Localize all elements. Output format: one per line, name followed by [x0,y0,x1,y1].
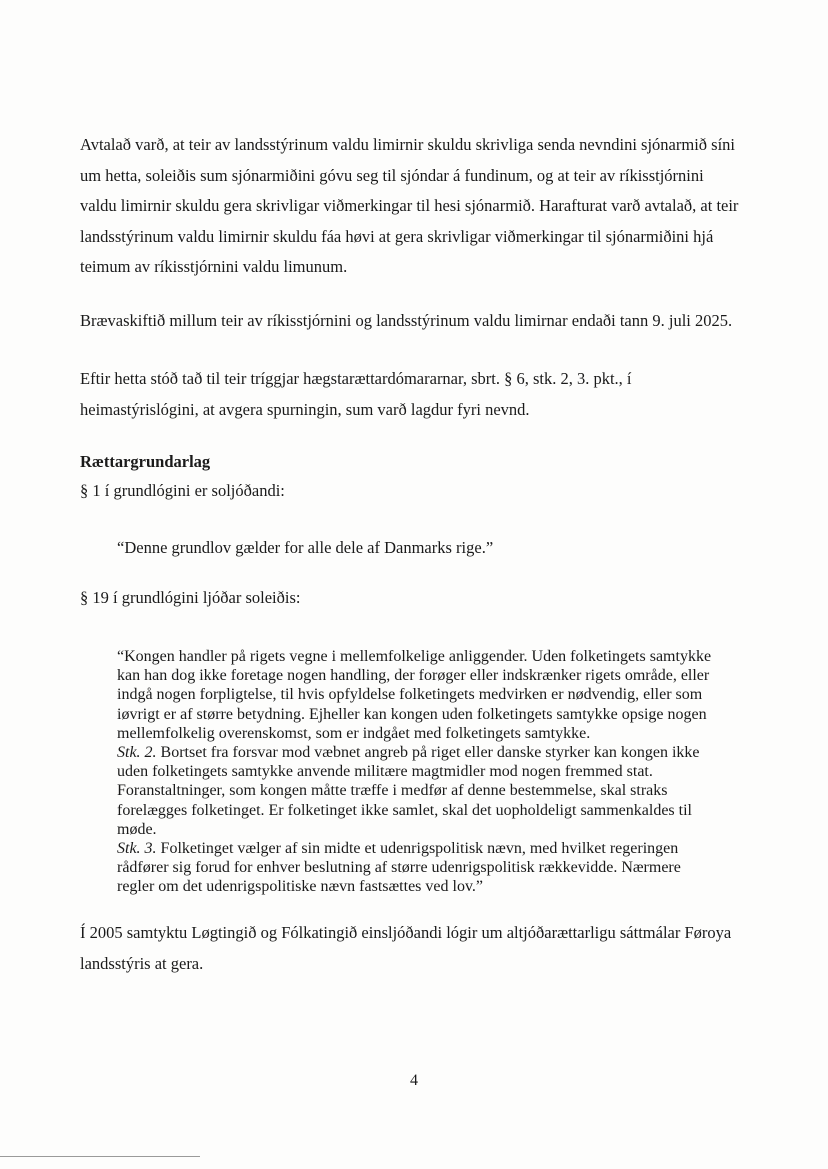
quote-section19 [117,647,757,897]
text-line: Eftir hetta stóð tað til teir tríggjar hægstarættardómararnar, sbrt. § 6, stk. 2, 3. pkt., í [80,369,632,388]
footer-divider [0,1156,200,1157]
text-line: valdu limirnir skuldu gera skrivligar viðmerkingar til hesi sjónarmið. Harafturat varð avtalað, at teir [80,196,739,215]
text-line: landsstýris at gera. [80,953,204,973]
section-heading: Rættargrundarlag [80,452,211,471]
quote-line: iøvrigt er af større betydning. Ejheller kan kongen uden folketingets samtykke opsige nogen [117,705,707,723]
paragraph-agreement [80,130,750,283]
text-line: um hetta, soleiðis sum sjónarmiðini góvu seg til sjóndar á fundinum, og at teir av ríkisstjórnini [80,165,704,185]
quote-text: Folketinget vælger af sin midte et udenrigspolitisk nævn, med hvilket regeringen [156,840,679,858]
text-line: teimum av ríkisstjórnini valdu limunum. [80,257,348,276]
paragraph-2005-laws [80,918,750,979]
quote-line [117,743,757,762]
text-line: heimastýrislógini, at avgera spurningin, sum varð lagdur fyri nevnd. [80,399,530,419]
quote-line [117,839,757,858]
quote-line: rådfører sig forud for enhver beslutning af større udenrigspolitisk rækkevidde. Nærmere [117,859,681,877]
quote-section1 [117,533,787,564]
quote-line: “Kongen handler på rigets vegne i mellemfolkelige anliggender. Uden folketingets samtykke [117,648,712,665]
stk2-label: Stk. 2. [117,744,157,762]
text-line: Í 2005 samtyktu Løgtingið og Fólkatingið einsljóðandi lógir um altjóðarættarligu sáttmálar Føroya [80,923,732,942]
quote-line: kan han dog ikke foretage nogen handling, der forøger eller indskrænker rigets område, eller [117,667,710,685]
quote-line: indgå nogen forpligtelse, til hvis opfyldelse folketingets medvirken er nødvendig, eller som [117,686,703,704]
text-line: landsstýrinum valdu limirnir skuldu fáa høvi at gera skrivligar viðmerkingar til sjónarmiðini hjá [80,226,714,246]
paragraph-correspondence [80,306,750,337]
paragraph-section1-intro [80,476,750,507]
quote-line: forelægges folketinget. Er folketinget ikke samlet, skal det uopholdeligt sammenkaldes til [117,801,692,819]
quote-line: møde. [117,820,157,838]
paragraph-section19-intro [80,583,750,614]
text-line: “Denne grundlov gælder for alle dele af Danmarks rige.” [117,538,494,557]
page-number: 4 [410,1072,418,1089]
paragraph-decision [80,364,750,425]
text-line: Avtalað varð, at teir av landsstýrinum valdu limirnir skuldu skrivliga senda nevndini sjónarmið síni [80,135,735,154]
text-line: Brævaskiftið millum teir av ríkisstjórnini og landsstýrinum valdu limirnar endaði tann 9. juli 2025. [80,311,733,330]
quote-text: Bortset fra forsvar mod væbnet angreb på riget eller danske styrker kan kongen ikke [156,744,700,762]
text-line: § 1 í grundlógini er soljóðandi: [80,481,285,500]
text-line: § 19 í grundlógini ljóðar soleiðis: [80,588,301,607]
quote-line: mellemfolkelig overenskomst, som er indgået med folketingets samtykke. [117,724,591,742]
quote-line: Foranstaltninger, som kongen måtte træffe i medfør af denne bestemmelse, skal straks [117,782,668,800]
stk3-label: Stk. 3. [117,840,157,858]
quote-line: regler om det udenrigspolitiske nævn fastsættes ved lov.” [117,878,484,896]
quote-line: uden folketingets samtykke anvende militære magtmidler mod nogen fremmed stat. [117,763,653,781]
